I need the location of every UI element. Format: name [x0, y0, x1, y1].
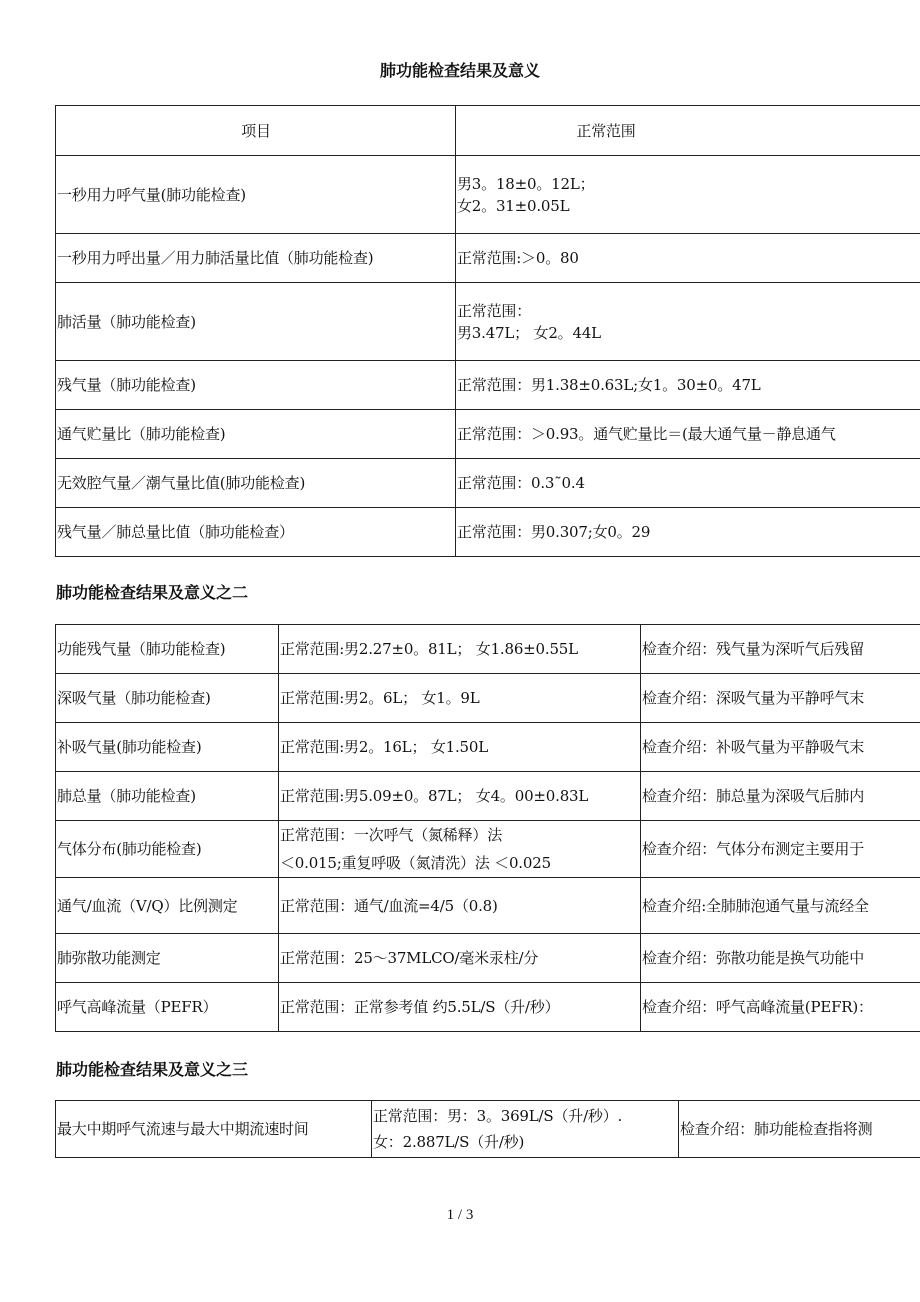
row-intro: 检查介绍：气体分布测定主要用于	[641, 821, 920, 878]
table-row	[56, 459, 920, 508]
range-line: 女：2.887L/S（升/秒)	[373, 1133, 525, 1151]
page-number: 1 / 3	[446, 1207, 474, 1223]
row-item: 通气贮量比（肺功能检查)	[56, 410, 456, 459]
table-row	[56, 772, 920, 821]
row-item: 肺活量（肺功能检查)	[56, 283, 456, 361]
range-line: ＜0.015;重复呼吸（氮清洗）法 ＜0.025	[280, 854, 551, 872]
row-intro: 检查介绍：弥散功能是换气功能中	[641, 934, 920, 983]
row-item: 功能残气量（肺功能检查)	[56, 625, 279, 674]
range-line: 正常范围：一次呼气（氮稀释）法	[280, 826, 503, 844]
row-intro: 检查介绍：肺功能检查指将测	[679, 1101, 920, 1158]
table-normal-ranges	[55, 105, 920, 557]
row-range: 正常范围：25～37MLCO/毫米汞柱/分	[279, 934, 641, 983]
table-row	[56, 234, 920, 283]
row-item: 一秒用力呼气量(肺功能检查)	[56, 156, 456, 234]
row-item: 气体分布(肺功能检查)	[56, 821, 279, 878]
range-line: 正常范围：	[457, 301, 532, 320]
range-line: 女2。31±0.05L	[457, 196, 570, 215]
row-item: 通气/血流（V/Q）比例测定	[56, 878, 279, 934]
table-header-row	[56, 106, 920, 156]
table-row	[56, 283, 920, 361]
row-range	[456, 283, 920, 361]
row-range: 正常范围：通气/血流=4/5（0.8)	[279, 878, 641, 934]
range-line: 正常范围：男：3。369L/S（升/秒）.	[373, 1107, 623, 1125]
row-range: 正常范围：男1.38±0.63L;女1。30±0。47L	[456, 361, 920, 410]
row-range	[456, 156, 920, 234]
page-title: 肺功能检查结果及意义	[379, 61, 540, 80]
row-intro: 检查介绍：肺总量为深吸气后肺内	[641, 772, 920, 821]
row-range: 正常范围：＞0.93。通气贮量比＝(最大通气量－静息通气	[456, 410, 920, 459]
row-intro: 检查介绍：呼气高峰流量(PEFR)：	[641, 983, 920, 1032]
row-intro: 检查介绍：残气量为深听气后残留	[641, 625, 920, 674]
row-item: 无效腔气量／潮气量比值(肺功能检查)	[56, 459, 456, 508]
row-range: 正常范围:男2.27±0。81L； 女1.86±0.55L	[279, 625, 641, 674]
row-item: 肺总量（肺功能检查)	[56, 772, 279, 821]
range-line: 男3。18±0。12L；	[457, 174, 595, 193]
row-range: 正常范围：正常参考值 约5.5L/S（升/秒）	[279, 983, 641, 1032]
row-intro: 检查介绍：补吸气量为平静吸气末	[641, 723, 920, 772]
row-range: 正常范围：0.3˜0.4	[456, 459, 920, 508]
table-row	[56, 508, 920, 557]
row-item: 补吸气量(肺功能检查)	[56, 723, 279, 772]
row-range: 正常范围:男2。6L； 女1。9L	[279, 674, 641, 723]
row-item: 一秒用力呼出量／用力肺活量比值（肺功能检查)	[56, 234, 456, 283]
table-row	[56, 156, 920, 234]
table-row	[56, 410, 920, 459]
section-heading-2: 肺功能检查结果及意义之二	[56, 583, 249, 602]
row-range: 正常范围：男0.307;女0。29	[456, 508, 920, 557]
column-header-item: 项目	[56, 106, 456, 156]
row-item: 深吸气量（肺功能检查)	[56, 674, 279, 723]
row-intro: 检查介绍：深吸气量为平静呼气末	[641, 674, 920, 723]
table-row	[56, 934, 920, 983]
row-item: 呼气高峰流量（PEFR）	[56, 983, 279, 1032]
table-row	[56, 878, 920, 934]
row-range: 正常范围:男5.09±0。87L； 女4。00±0.83L	[279, 772, 641, 821]
row-intro: 检查介绍:全肺肺泡通气量与流经全	[641, 878, 920, 934]
table-row	[56, 983, 920, 1032]
section-heading-3: 肺功能检查结果及意义之三	[56, 1060, 249, 1079]
row-range	[279, 821, 641, 878]
table-row	[56, 361, 920, 410]
row-item: 最大中期呼气流速与最大中期流速时间	[56, 1101, 372, 1158]
row-item: 残气量（肺功能检查)	[56, 361, 456, 410]
row-range: 正常范围:男2。16L； 女1.50L	[279, 723, 641, 772]
row-item: 残气量／肺总量比值（肺功能检查）	[56, 508, 456, 557]
table-row	[56, 723, 920, 772]
table-row	[56, 625, 920, 674]
table-section-2	[55, 624, 920, 1032]
table-row	[56, 821, 920, 878]
column-header-range: 正常范围	[456, 106, 920, 156]
row-range: 正常范围:＞0。80	[456, 234, 920, 283]
table-section-3	[55, 1100, 920, 1158]
table-row	[56, 1101, 920, 1158]
range-line: 男3.47L； 女2。44L	[457, 323, 601, 342]
table-row	[56, 674, 920, 723]
row-range	[372, 1101, 679, 1158]
row-item: 肺弥散功能测定	[56, 934, 279, 983]
